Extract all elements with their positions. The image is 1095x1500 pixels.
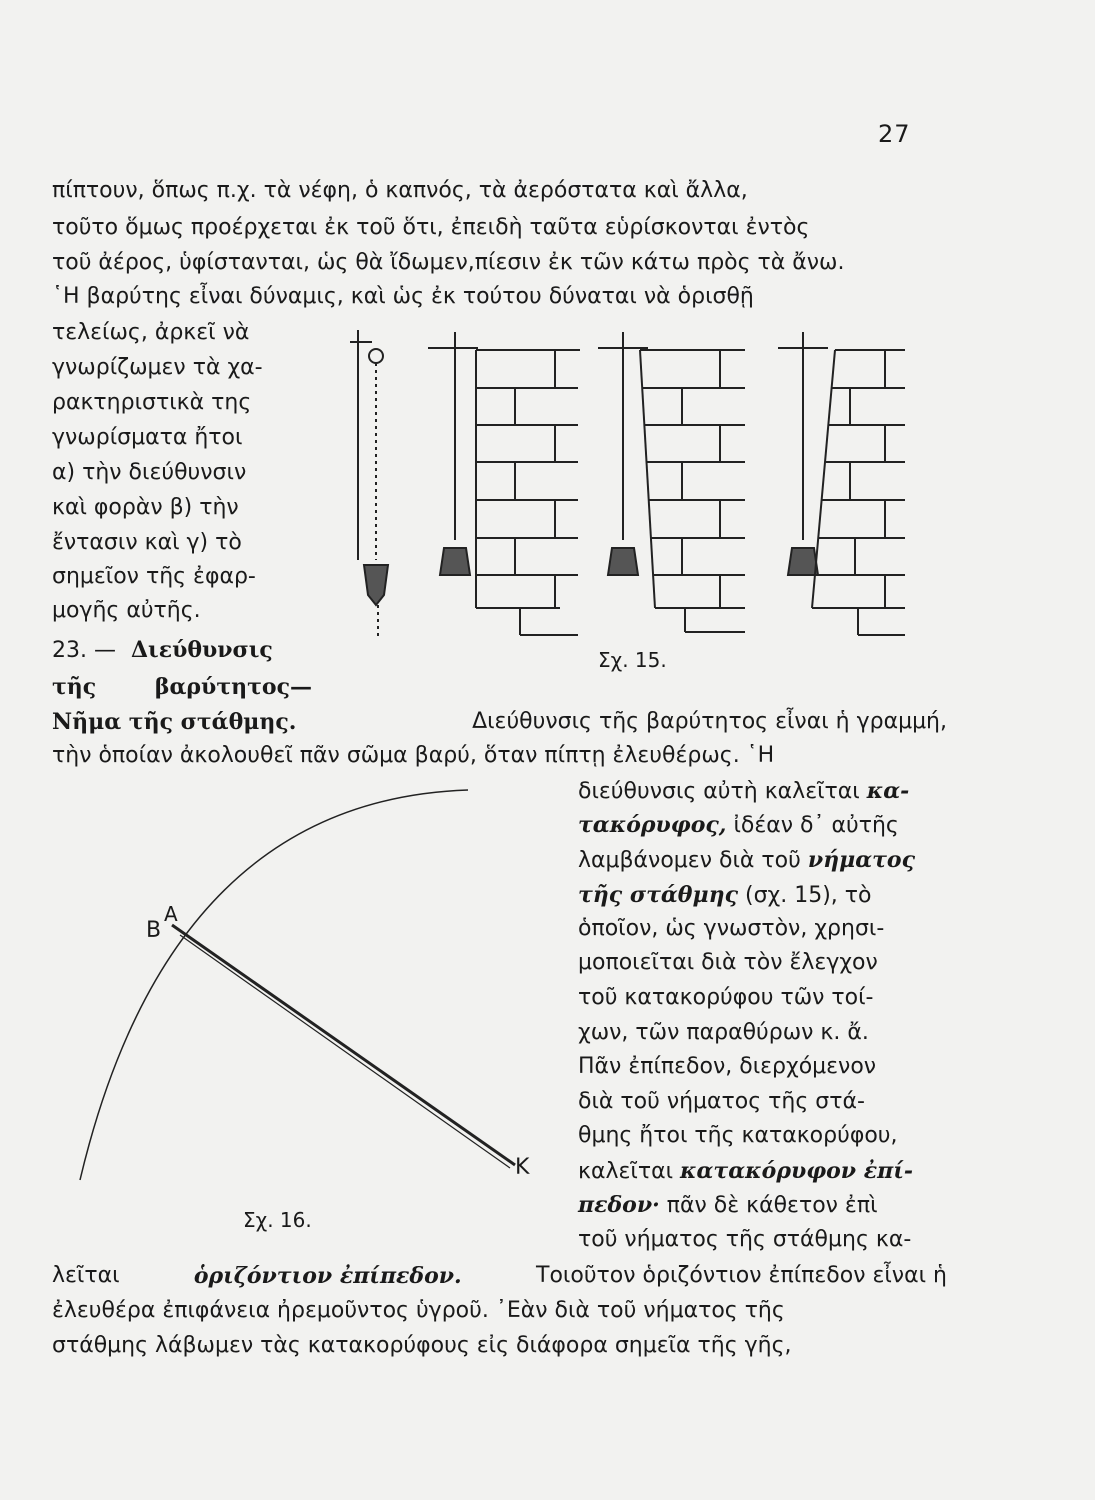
text-line bbox=[578, 1190, 878, 1221]
text-span: καλεῖται bbox=[578, 1159, 674, 1184]
text-line: τὴν ὁποίαν ἀκολουθεῖ πᾶν σῶμα βαρύ, ὅταν πίπτῃ ἐλευθέρως. ῾Η bbox=[52, 743, 775, 768]
text-line: τοῦτο ὅμως προέρχεται ἐκ τοῦ ὅτι, ἐπειδὴ ταῦτα εὑρίσκονται ἐντὸς bbox=[52, 215, 810, 240]
section-number: 23. — bbox=[52, 638, 116, 663]
text-line bbox=[578, 845, 915, 876]
text-line: μοποιεῖται διὰ τὸν ἔλεγχον bbox=[578, 950, 878, 975]
text-span: διεύθυνσις αὐτὴ καλεῖται bbox=[578, 779, 860, 804]
text-line: Πᾶν ἐπίπεδον, διερχόμενον bbox=[578, 1054, 877, 1079]
text-line: τοῦ νήματος τῆς στάθμης κα- bbox=[578, 1227, 912, 1252]
text-line: στάθμης λάβωμεν τὰς κατακορύφους εἰς διάφορα σημεῖα τῆς γῆς, bbox=[52, 1333, 792, 1358]
italic-term: κατακόρυφον ἐπί- bbox=[680, 1158, 913, 1184]
text-span: λαμβάνομεν διὰ τοῦ bbox=[578, 848, 801, 873]
italic-term: τῆς στάθμης bbox=[578, 882, 738, 908]
text-line: γνωρίζωμεν τὰ χα- bbox=[52, 355, 263, 380]
figure-16 bbox=[80, 790, 515, 1180]
text-line: θμης ἤτοι τῆς κατακορύφου, bbox=[578, 1123, 898, 1148]
text-line: χων, τῶν παραθύρων κ. ἄ. bbox=[578, 1020, 869, 1045]
italic-term: τακόρυφος, bbox=[578, 812, 727, 838]
figure-label: Α bbox=[164, 902, 178, 926]
text-span: Τοιοῦτον ὁριζόντιον ἐπίπεδον εἶναι ἡ bbox=[536, 1263, 947, 1288]
section-heading-line bbox=[52, 635, 273, 666]
text-line: ρακτηριστικὰ της bbox=[52, 390, 252, 415]
figure-label: Κ bbox=[515, 1155, 530, 1180]
text-line: ἔντασιν καὶ γ) τὸ bbox=[52, 530, 242, 555]
italic-term: πεδον· bbox=[578, 1192, 660, 1218]
text-line bbox=[578, 1156, 913, 1187]
text-span: Διεύθυνσις τῆς βαρύτητος εἶναι ἡ γραμμή, bbox=[472, 709, 947, 734]
section-title: βαρύτητος— bbox=[154, 674, 312, 700]
text-line bbox=[578, 810, 899, 841]
text-line: διὰ τοῦ νήματος τῆς στά- bbox=[578, 1089, 865, 1114]
plumb-bob-figure bbox=[350, 330, 388, 640]
text-span: ἰδέαν δ᾽ αὐτῆς bbox=[733, 813, 899, 838]
text-line bbox=[578, 880, 871, 911]
text-line bbox=[578, 776, 909, 807]
text-line: καὶ φορὰν β) τὴν bbox=[52, 495, 239, 520]
text-line: σημεῖον τῆς ἐφαρ- bbox=[52, 564, 256, 589]
figure-caption: Σχ. 15. bbox=[598, 648, 667, 672]
text-line bbox=[52, 707, 947, 737]
text-line: ἐλευθέρα ἐπιφάνεια ἠρεμοῦντος ὑγροῦ. ᾽Εὰν διὰ τοῦ νήματος τῆς bbox=[52, 1298, 785, 1323]
figure-caption: Σχ. 16. bbox=[243, 1208, 312, 1232]
wall-leaning-out bbox=[598, 332, 745, 632]
section-heading-line bbox=[52, 672, 312, 702]
text-line: τοῦ κατακορύφου τῶν τοί- bbox=[578, 985, 874, 1010]
wall-vertical bbox=[428, 332, 580, 635]
section-title: Διεύθυνσις bbox=[130, 637, 273, 663]
wall-leaning-in bbox=[778, 332, 905, 635]
text-line: τοῦ ἀέρος, ὑφίστανται, ὡς θὰ ἴδωμεν,πίεσιν ἐκ τῶν κάτω πρὸς τὰ ἄνω. bbox=[52, 250, 845, 275]
text-span: πᾶν δὲ κάθετον ἐπὶ bbox=[666, 1193, 878, 1218]
text-line: ῾Η βαρύτης εἶναι δύναμις, καὶ ὡς ἐκ τούτου δύναται νὰ ὁρισθῇ bbox=[52, 284, 754, 309]
italic-term: κα- bbox=[866, 778, 910, 804]
text-span: λεῖται bbox=[52, 1263, 120, 1288]
text-line: ὁποῖον, ὡς γνωστὸν, χρησι- bbox=[578, 916, 885, 941]
text-span: (σχ. 15), τὸ bbox=[744, 883, 872, 908]
text-line: τελείως, ἀρκεῖ νὰ bbox=[52, 320, 250, 345]
figure-label: Β bbox=[146, 918, 162, 943]
text-line: μογῆς αὐτῆς. bbox=[52, 598, 201, 623]
text-line: α) τὴν διεύθυνσιν bbox=[52, 460, 247, 485]
page-number: 27 bbox=[878, 120, 911, 148]
text-line bbox=[52, 1261, 947, 1291]
section-title: τῆς bbox=[52, 674, 97, 700]
section-title: Νῆμα τῆς στάθμης. bbox=[52, 709, 297, 735]
text-line: γνωρίσματα ἤτοι bbox=[52, 425, 243, 450]
italic-term: ὁριζόντιον ἐπίπεδον. bbox=[193, 1263, 462, 1289]
italic-term: νήματος bbox=[807, 847, 915, 873]
text-line: πίπτουν, ὅπως π.χ. τὰ νέφη, ὁ καπνός, τὰ ἀερόστατα καὶ ἄλλα, bbox=[52, 178, 748, 203]
